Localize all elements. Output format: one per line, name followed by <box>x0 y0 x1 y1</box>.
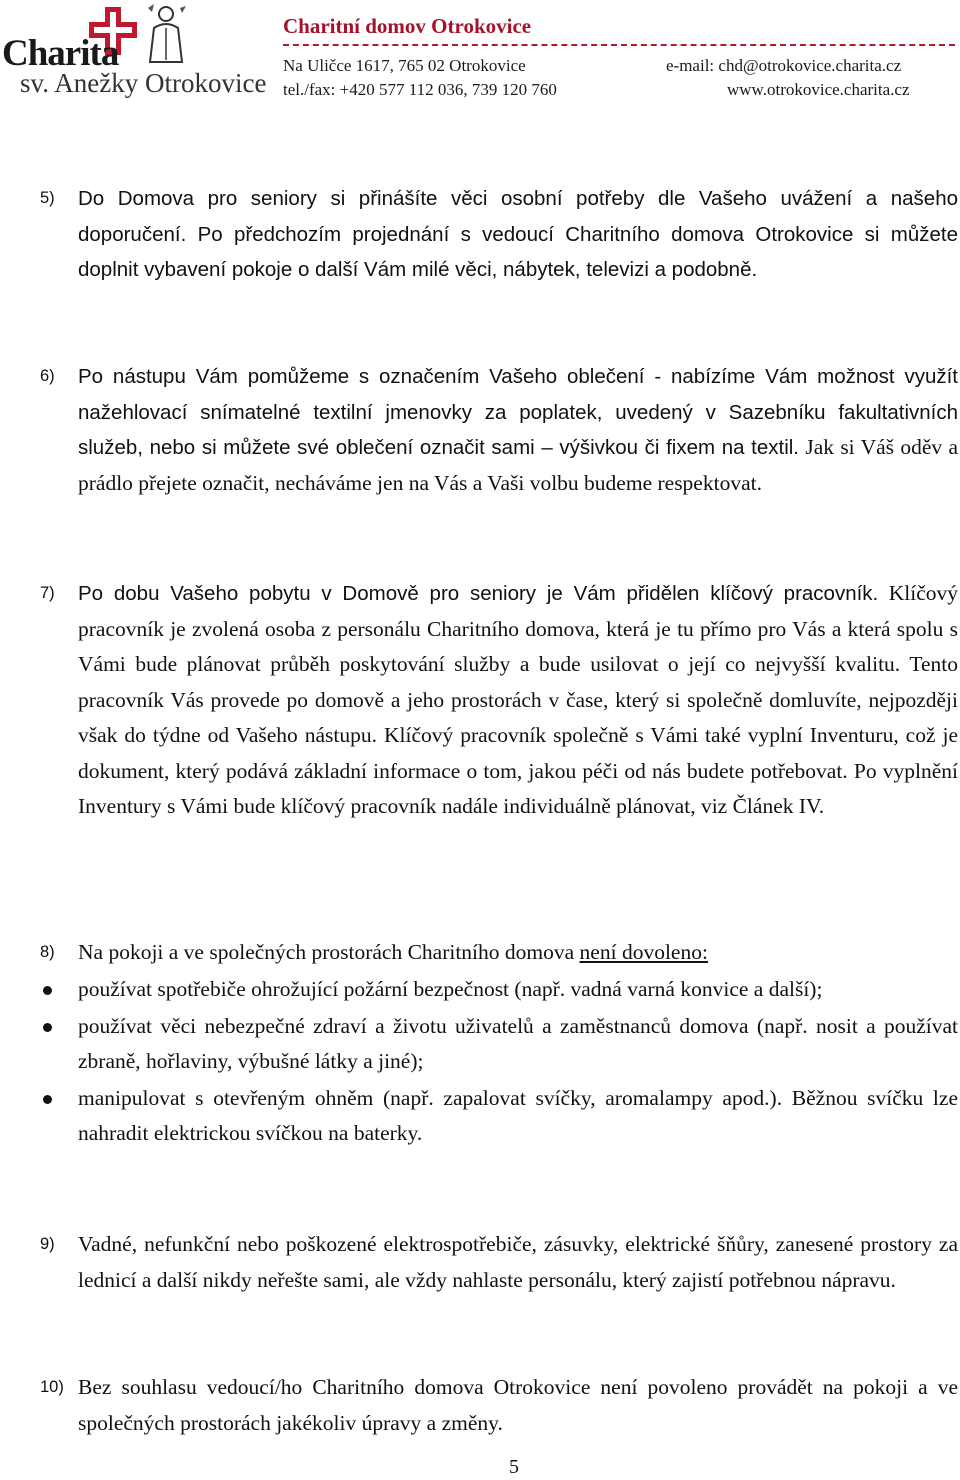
item-number: 5) <box>40 189 55 207</box>
logo-subtitle: sv. Anežky Otrokovice <box>20 68 267 98</box>
item-text-part: Na pokoji a ve společných prostorách Charitního domova <box>78 940 580 964</box>
list-item-10 <box>40 1370 958 1441</box>
organization-name: Charitní domov Otrokovice <box>283 14 532 38</box>
bullet-item <box>40 972 958 1008</box>
item-text-part: Po dobu Vašeho pobytu v Domově pro seniory je Vám přidělen klíčový pracovník. <box>78 582 879 605</box>
website-link[interactable]: www.otrokovice.charita.cz <box>727 80 910 99</box>
list-item-5 <box>40 181 958 288</box>
bullet-text: manipulovat s otevřeným ohněm (např. zapalovat svíčky, aromalampy apod.). Běžnou svíčku lze nahradit elektrickou svíčkou na baterky. <box>78 1085 958 1145</box>
list-item-7 <box>40 576 958 825</box>
prohibited-list <box>40 972 958 1152</box>
item-text-part: Po nástupu Vám pomůžeme s označením Vašeho oblečení - nabízíme Vám možnost využít nažehlovací snímatelné textilní jmenovky za poplatek, uvedený v Sazebníku fakultativních služeb, nebo si můžete své oblečení označit sami – výšivkou či fixem na textil. <box>78 365 958 459</box>
item-number: 10) <box>40 1378 64 1396</box>
phone: tel./fax: +420 577 112 036, 739 120 760 <box>283 80 557 99</box>
bullet-item <box>40 1081 958 1152</box>
item-text: Do Domova pro seniory si přinášíte věci osobní potřeby dle Vašeho uvážení a našeho doporučení. Po předchozím projednání s vedoucí Charitního domova Otrokovice si můžete doplnit vybavení pokoje o další Vám milé věci, nábytek, televizi a podobně. <box>78 187 958 281</box>
page-number: 5 <box>509 1456 519 1478</box>
bullet-icon <box>43 1095 52 1104</box>
item-number: 6) <box>40 367 55 385</box>
item-text <box>78 576 958 825</box>
item-number: 9) <box>40 1235 55 1253</box>
bullet-item <box>40 1009 958 1080</box>
list-item-6 <box>40 359 958 501</box>
bullet-icon <box>43 1023 52 1032</box>
list-item-8 <box>40 935 958 971</box>
item-text <box>78 935 958 971</box>
bullet-text: používat spotřebiče ohrožující požární bezpečnost (např. vadná varná konvice a další); <box>78 977 823 1001</box>
email-link[interactable]: e-mail: chd@otrokovice.charita.cz <box>666 56 902 75</box>
list-item-9 <box>40 1227 958 1298</box>
logo-wordmark: Charita <box>2 33 119 74</box>
bullet-icon <box>43 986 52 995</box>
item-number: 8) <box>40 943 55 961</box>
item-text <box>78 359 958 501</box>
item-text: Vadné, nefunkční nebo poškozené elektrospotřebiče, zásuvky, elektrické šňůry, zanesené prostory za lednicí a další nikdy neřešte sami, ale vždy nahlaste personálu, který zajistí potřebnou nápravu. <box>78 1232 958 1292</box>
item-text-part: Klíčový pracovník je zvolená osoba z personálu Charitního domova, která je tu přímo pro Vás a která spolu s Vámi bude plánovat průběh poskytování služby a bude usilovat o její co nejvyšší kvalitu. Tento pracovník Vás provede po domově a jeho prostorách v čase, který si společně domluvíte, nejpozději však do týdne od Vašeho nástupu. Klíčový pracovník společně s Vámi také vyplní Inventuru, což je dokument, který podává základní informace o tom, jakou péči od nás budete potřebovat. Po vyplnění Inventury s Vámi bude klíčový pracovník nadále individuálně plánovat, viz Článek IV. <box>78 581 958 818</box>
underlined-phrase: není dovoleno: <box>579 940 708 964</box>
bullet-text: používat věci nebezpečné zdraví a životu uživatelů a zaměstnanců domova (např. nosit a používat zbraně, hořlaviny, výbušné látky a jiné); <box>78 1013 958 1073</box>
item-number: 7) <box>40 584 55 602</box>
item-text: Bez souhlasu vedoucí/ho Charitního domova Otrokovice není povoleno provádět na pokoji a ve společných prostorách jakékoliv úpravy a změny. <box>78 1375 958 1435</box>
item-text-part: Jak si Váš oděv a prádlo přejete označit, necháváme jen na Vás a Vaši volbu budeme respektovat. <box>78 435 959 495</box>
address: Na Uličce 1617, 765 02 Otrokovice <box>283 56 526 75</box>
